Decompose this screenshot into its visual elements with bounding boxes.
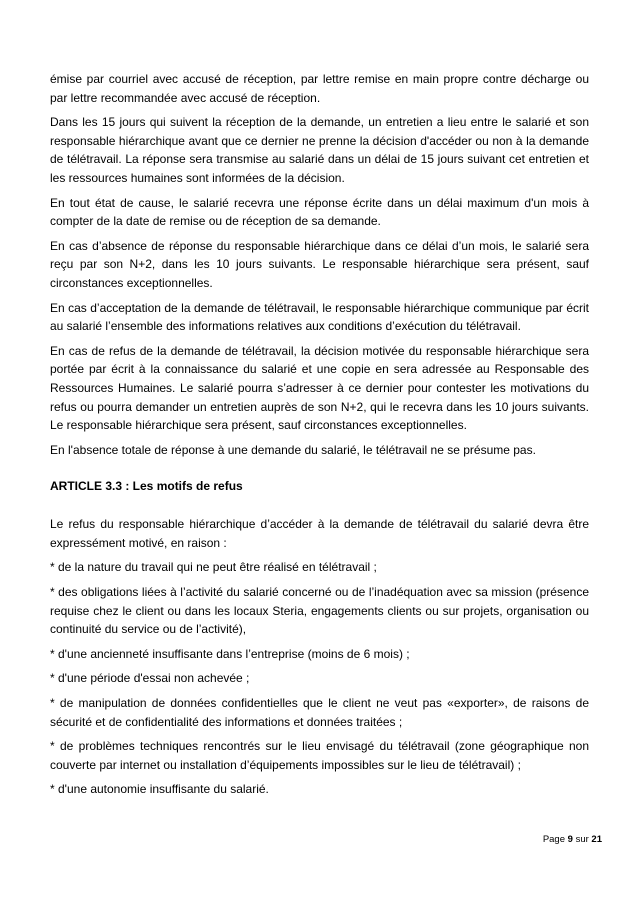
list-item: * d'une période d'essai non achevée ;	[50, 671, 250, 686]
page-label: Page	[542, 834, 568, 845]
total-pages: 21	[591, 834, 602, 845]
list-item: * de la nature du travail qui ne peut être réalisé en télétravail ;	[50, 560, 377, 575]
document-page	[50, 70, 589, 805]
paragraph: En cas d’absence de réponse du responsable hiérarchique dans ce délai d’un mois, le salarié sera reçu par son N+2, dans les 10 jours suivants. Le responsable hiérarchique sera présent, sauf circonstances exceptionnelles.	[50, 238, 589, 290]
list-item: * de manipulation de données confidentielles que le client ne veut pas «exporter», de raisons de sécurité et de confidentialité des informations et données traitées ;	[50, 696, 589, 729]
paragraph: Dans les 15 jours qui suivent la réception de la demande, un entretien a lieu entre le salarié et son responsable hiérarchique avant que ce dernier ne prenne la décision d'accéder ou non à la demande de télétravail. La réponse sera transmise au salarié dans un délai de 15 jours suivant cet entretien et les ressources humaines sont informées de la décision.	[50, 115, 589, 185]
list-item: * d'une autonomie insuffisante du salarié.	[50, 782, 269, 797]
paragraph: En tout état de cause, le salarié recevra une réponse écrite dans un délai maximum d'un mois à compter de la date de remise ou de réception de sa demande.	[50, 195, 589, 229]
paragraph: En cas d’acceptation de la demande de télétravail, le responsable hiérarchique communique par écrit au salarié l’ensemble des informations relatives aux conditions d’exécution du télétravail.	[50, 300, 589, 334]
article-heading: ARTICLE 3.3 : Les motifs de refus	[50, 479, 243, 494]
list-item: * d'une ancienneté insuffisante dans l’entreprise (moins de 6 mois) ;	[50, 646, 410, 661]
paragraph: En cas de refus de la demande de télétravail, la décision motivée du responsable hiérarchique sera portée par écrit à la connaissance du salarié et une copie en sera adressée au Responsable des Ressources Humaines. Le salarié pourra s’adresser à ce dernier pour contester les motivations du refus ou pourra demander un entretien auprès de son N+2, qui le recevra dans les 10 jours suivants. Le responsable hiérarchique sera présent, sauf circonstances exceptionnelles.	[50, 343, 589, 433]
current-page: 9	[567, 834, 573, 845]
list-item: * de problèmes techniques rencontrés sur le lieu envisagé du télétravail (zone géographique non couverte par internet ou installation d’équipements impossibles sur le lieu de télétravail) ;	[50, 739, 589, 772]
paragraph: émise par courriel avec accusé de réception, par lettre remise en main propre contre décharge ou par lettre recommandée avec accusé de réception.	[50, 72, 589, 105]
page-separator: sur	[572, 834, 592, 845]
paragraph: En l'absence totale de réponse à une demande du salarié, le télétravail ne se présume pas.	[50, 442, 536, 457]
page-number-footer	[543, 834, 602, 845]
paragraph: Le refus du responsable hiérarchique d’accéder à la demande de télétravail du salarié devra être expressément motivé, en raison :	[50, 517, 589, 550]
list-item: * des obligations liées à l’activité du salarié concerné ou de l’inadéquation avec sa mission (présence requise chez le client ou dans les locaux Steria, engagements clients ou sur projets, organisation ou continuité du service ou de l’activité),	[50, 585, 589, 637]
